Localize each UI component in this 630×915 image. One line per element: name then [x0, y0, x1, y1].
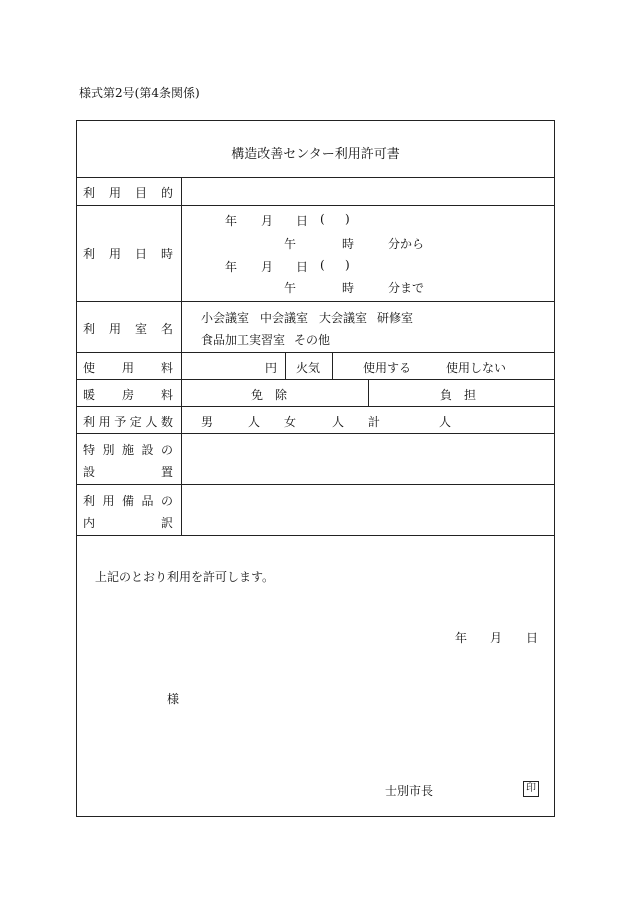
row-divider: [77, 379, 554, 380]
permit-form-table: [76, 120, 555, 817]
room-training: 研修室: [377, 311, 414, 325]
people-female-unit: 人: [332, 415, 345, 429]
end-paren-close: ): [345, 258, 350, 272]
row-divider: [77, 301, 554, 302]
start-day: 日: [296, 214, 309, 228]
start-paren-open: (: [320, 212, 325, 226]
permit-date-year: 年: [455, 631, 468, 645]
people-total-unit: 人: [439, 415, 452, 429]
row-divider: [77, 484, 554, 485]
special-facility-label: 特 別 施 設 の: [83, 443, 173, 457]
end-day: 日: [296, 260, 309, 274]
room-small-meeting: 小会議室: [201, 311, 250, 325]
form-number-label: 様式第2号(第4条関係): [79, 86, 200, 100]
fire-label: 火気: [296, 361, 321, 375]
heating-burden: 負 担: [440, 388, 477, 402]
room-label: 利 用 室 名: [83, 322, 173, 336]
permit-date-month: 月: [490, 631, 503, 645]
row-divider: [77, 433, 554, 434]
equipment-label-2: 内 訳: [83, 516, 173, 530]
people-male-unit: 人: [248, 415, 261, 429]
equipment-label: 利 用 備 品 の: [83, 494, 173, 508]
end-year: 年: [225, 260, 238, 274]
special-facility-label-2: 設 置: [83, 465, 173, 479]
people-male: 男: [201, 415, 214, 429]
heating-label: 暖 房 料: [83, 388, 173, 402]
start-hour: 時: [342, 237, 355, 251]
fire-use: 使用する: [363, 361, 412, 375]
datetime-label: 利 用 日 時: [83, 247, 173, 261]
permit-date-day: 日: [526, 631, 539, 645]
room-food-processing: 食品加工実習室: [201, 333, 286, 347]
end-hour: 時: [342, 281, 355, 295]
people-total: 計: [368, 415, 381, 429]
start-month: 月: [261, 214, 274, 228]
fee-yen: 円: [265, 361, 278, 375]
end-minute-until: 分まで: [388, 281, 425, 295]
fire-not-use: 使用しない: [446, 361, 507, 375]
room-medium-meeting: 中会議室: [260, 311, 309, 325]
permit-statement: 上記のとおり利用を許可します。: [95, 570, 275, 584]
seal-mark: 印: [523, 781, 539, 797]
row-divider: [77, 535, 554, 536]
label-column-divider: [181, 177, 182, 535]
start-minute-from: 分から: [388, 237, 425, 251]
start-noon: 午: [284, 237, 297, 251]
fee-divider: [285, 352, 286, 379]
purpose-label: 利 用 目 的: [83, 186, 173, 200]
end-paren-open: (: [320, 258, 325, 272]
end-noon: 午: [284, 281, 297, 295]
fire-divider: [332, 352, 333, 379]
recipient-sama: 様: [167, 692, 180, 706]
people-female: 女: [284, 415, 297, 429]
row-divider: [77, 352, 554, 353]
heating-divider: [368, 379, 369, 406]
room-large-meeting: 大会議室: [319, 311, 368, 325]
row-divider: [77, 205, 554, 206]
room-other: その他: [294, 333, 331, 347]
row-divider: [77, 406, 554, 407]
heating-exempt: 免 除: [251, 388, 288, 402]
issuer-mayor: 士別市長: [385, 784, 434, 798]
people-label: 利 用 予 定 人 数: [83, 415, 173, 429]
row-divider: [77, 177, 554, 178]
start-paren-close: ): [345, 212, 350, 226]
start-year: 年: [225, 214, 238, 228]
document-title: 構造改善センター利用許可書: [231, 147, 400, 162]
fee-label: 使 用 料: [83, 361, 173, 375]
end-month: 月: [261, 260, 274, 274]
